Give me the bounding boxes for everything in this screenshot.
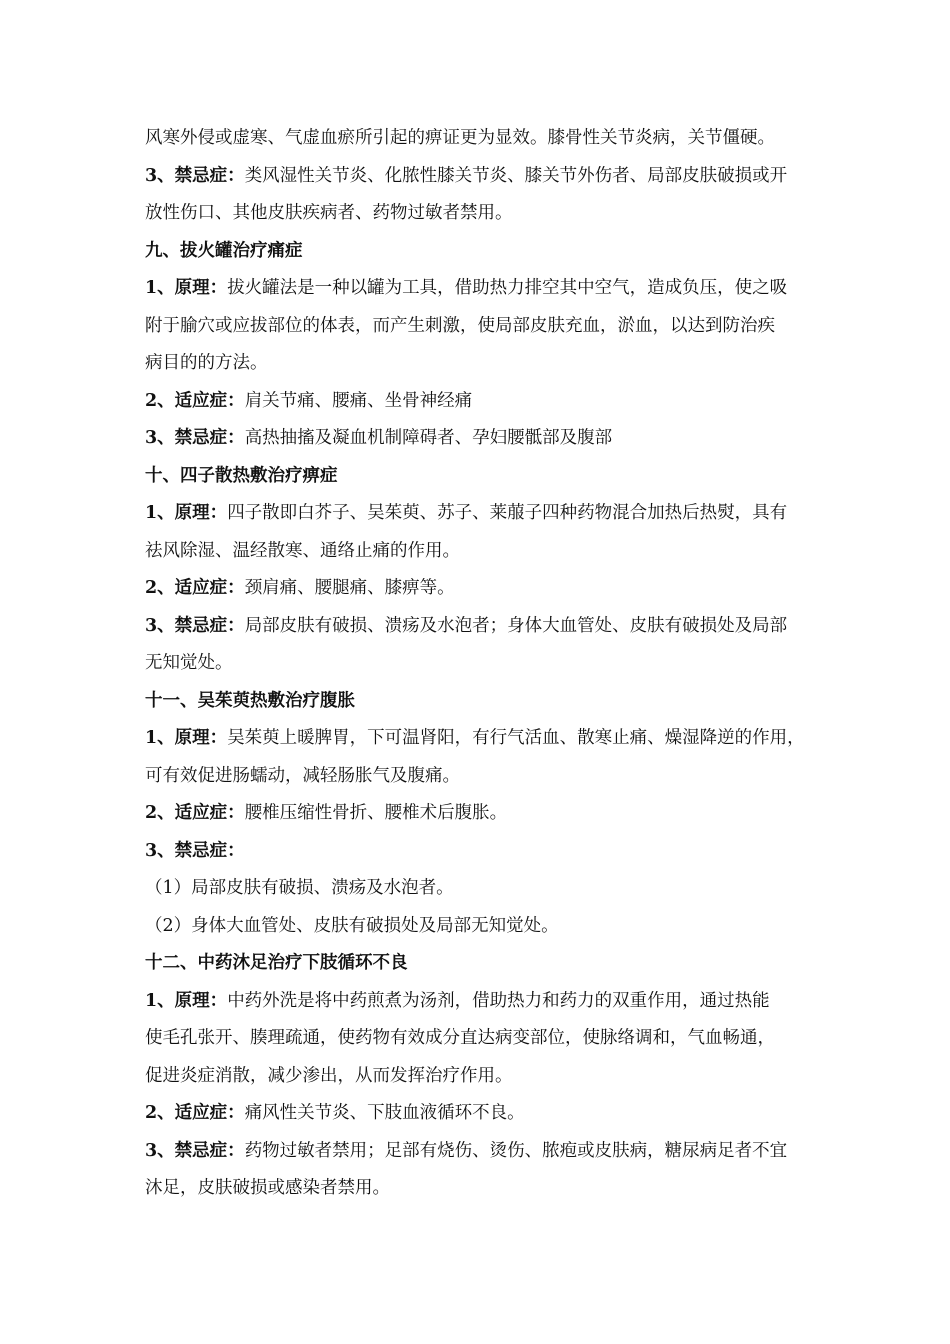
numbered-item	[145, 833, 813, 871]
paragraph-line: 无知觉处。	[145, 653, 233, 673]
paragraph-line: 附于腧穴或应拔部位的体表，而产生刺激，使局部皮肤充血，淤血，以达到防治疾	[145, 315, 775, 336]
paragraph-line: 使毛孔张开、腠理疏通，使药物有效成分直达病变部位，使脉络调和，气血畅通，	[145, 1028, 775, 1048]
paragraph-line: 风寒外侵或虚寒、气虚血瘀所引起的痹证更为显效。膝骨性关节炎病，关节僵硬。	[145, 128, 775, 148]
item-text: 四子散即白芥子、吴茱萸、苏子、莱菔子四种药物混合加热后热熨，具有	[227, 503, 788, 523]
item-label: 3、禁忌症：	[145, 840, 245, 861]
numbered-item	[145, 383, 813, 421]
item-text: 高热抽搐及凝血机制障碍者、孕妇腰骶部及腹部	[244, 428, 613, 448]
item-text: 吴茱萸上暖脾胃，下可温肾阳，有行气活血、散寒止痛、燥湿降逆的作用，	[227, 728, 805, 748]
item-text: 拔火罐法是一种以罐为工具，借助热力排空其中空气，造成负压，使之吸	[227, 278, 788, 298]
item-text: 药物过敏者禁用；足部有烧伤、烫伤、脓疱或皮肤病，糖尿病足者不宜	[244, 1140, 788, 1161]
paragraph-line: 可有效促进肠蠕动，减轻肠胀气及腹痛。	[145, 765, 460, 786]
section-heading: 十一、吴茱萸热敷治疗腹胀	[145, 690, 355, 711]
item-label: 2、适应症：	[145, 390, 245, 411]
item-text: 颈肩痛、腰腿痛、膝痹等。	[244, 578, 455, 598]
paragraph-line: 放性伤口、其他皮肤疾病者、药物过敏者禁用。	[145, 203, 513, 223]
item-text: 中药外洗是将中药煎煮为汤剂，借助热力和药力的双重作用，通过热能	[227, 990, 770, 1011]
item-text: 局部皮肤有破损、溃疡及水泡者；身体大血管处、皮肤有破损处及局部	[244, 615, 788, 636]
numbered-item	[145, 983, 813, 1021]
item-label: 3、禁忌症：	[145, 1140, 245, 1161]
numbered-item	[145, 270, 813, 308]
section-heading: 九、拔火罐治疗痛症	[145, 240, 303, 261]
numbered-item	[145, 608, 813, 646]
section-heading: 十二、中药沐足治疗下肢循环不良	[145, 953, 408, 973]
paragraph-line: 沐足，皮肤破损或感染者禁用。	[145, 1178, 390, 1198]
item-label: 3、禁忌症：	[145, 428, 245, 448]
numbered-item	[145, 1095, 813, 1133]
item-text: 痛风性关节炎、下肢血液循环不良。	[244, 1103, 525, 1123]
numbered-item	[145, 570, 813, 608]
item-label: 1、原理：	[145, 728, 228, 748]
numbered-item	[145, 795, 813, 833]
item-text: 类风湿性关节炎、化脓性膝关节炎、膝关节外伤者、局部皮肤破损或开	[244, 165, 788, 186]
item-label: 2、适应症：	[145, 578, 245, 598]
item-label: 1、原理：	[145, 990, 228, 1011]
item-label: 2、适应症：	[145, 1103, 245, 1123]
numbered-item	[145, 720, 813, 758]
item-label: 3、禁忌症：	[145, 165, 245, 186]
numbered-item	[145, 420, 813, 458]
numbered-item	[145, 495, 813, 533]
paragraph-line: （1）局部皮肤有破损、溃疡及水泡者。	[145, 878, 454, 898]
paragraph-line: 病目的的方法。	[145, 353, 268, 373]
section-heading: 十、四子散热敷治疗痹症	[145, 465, 338, 486]
item-label: 1、原理：	[145, 278, 228, 298]
item-label: 2、适应症：	[145, 803, 245, 823]
item-text: 肩关节痛、腰痛、坐骨神经痛	[244, 390, 473, 411]
numbered-item	[145, 1133, 813, 1171]
document-page	[145, 120, 813, 1208]
paragraph-line: 祛风除湿、温经散寒、通络止痛的作用。	[145, 540, 460, 561]
paragraph-line: （2）身体大血管处、皮肤有破损处及局部无知觉处。	[145, 915, 559, 936]
item-text: 腰椎压缩性骨折、腰椎术后腹胀。	[244, 803, 508, 823]
item-label: 3、禁忌症：	[145, 615, 245, 636]
item-label: 1、原理：	[145, 503, 228, 523]
numbered-item	[145, 158, 813, 196]
paragraph-line: 促进炎症消散，减少渗出，从而发挥治疗作用。	[145, 1065, 513, 1086]
